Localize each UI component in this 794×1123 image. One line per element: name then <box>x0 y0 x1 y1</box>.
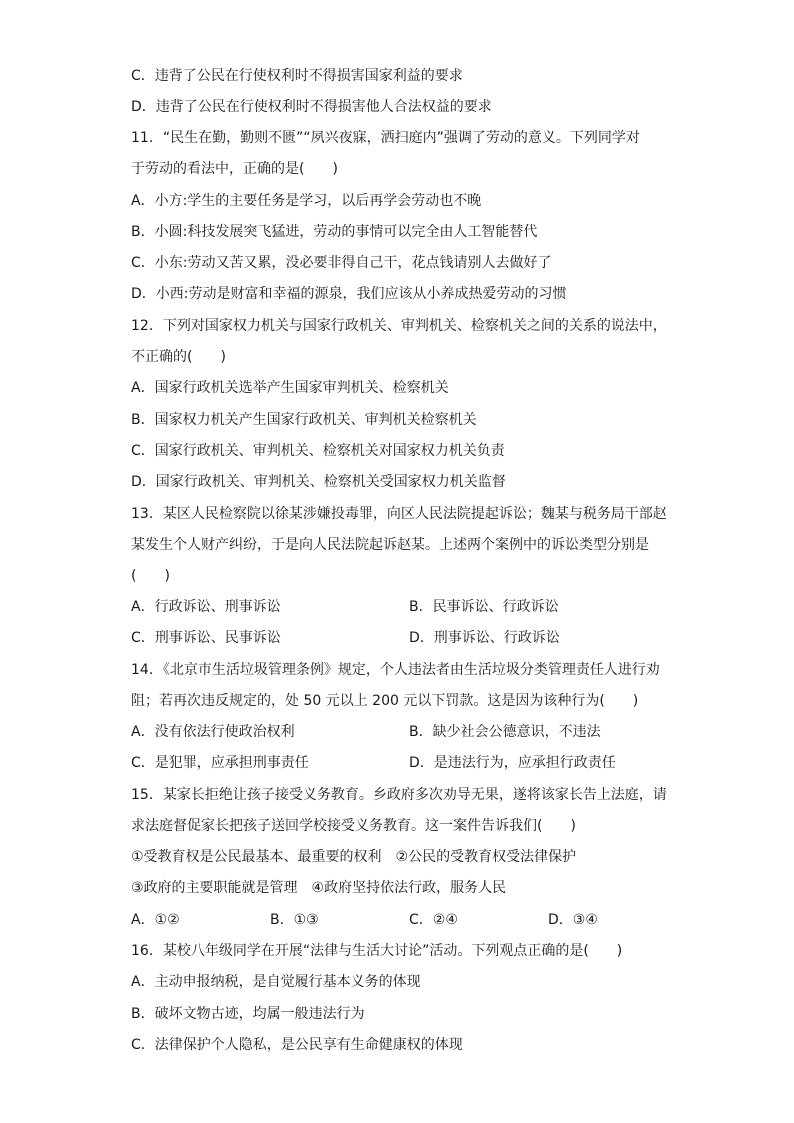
q14-options-row2 <box>131 753 671 773</box>
q12-stem-line2: 不正确的( ) <box>131 349 226 365</box>
q15-option-b: B．①③ <box>270 912 319 928</box>
q11-option-c: C．小东:劳动又苦又累，没必要非得自己干，花点钱请别人去做好了 <box>131 255 552 271</box>
q13-stem-line1: 13．某区人民检察院以徐某涉嫌投毒罪，向区人民法院提起诉讼；魏某与税务局干部赵 <box>131 506 667 522</box>
q14-options-row1 <box>131 722 671 742</box>
q11-option-a: A．小方:学生的主要任务是学习，以后再学会劳动也不晚 <box>131 193 482 209</box>
q16-option-b: B．破坏文物古迹，均属一般违法行为 <box>131 1006 365 1022</box>
q15-option-d: D．③④ <box>548 912 598 928</box>
q15-items-3-4: ③政府的主要职能就是管理 ④政府坚持依法行政，服务人民 <box>131 880 507 896</box>
q13-stem-line2: 某发生个人财产纠纷，于是向人民法院起诉赵某。上述两个案例中的诉讼类型分别是 <box>131 537 649 553</box>
q15-option-a: A．①② <box>131 912 180 928</box>
q13-option-a: A．行政诉讼、刑事诉讼 <box>131 599 281 615</box>
q11-option-d: D．小西:劳动是财富和幸福的源泉，我们应该从小养成热爱劳动的习惯 <box>131 286 567 302</box>
q13-option-d: D．刑事诉讼、行政诉讼 <box>409 630 560 646</box>
q14-stem-line2: 阻；若再次违反规定的，处 50 元以上 200 元以下罚款。这是因为该种行为( ) <box>131 693 639 709</box>
q13-option-c: C．刑事诉讼、民事诉讼 <box>131 630 281 646</box>
q12-option-b: B．国家权力机关产生国家行政机关、审判机关检察机关 <box>131 412 477 428</box>
q16-option-a: A．主动申报纳税，是自觉履行基本义务的体现 <box>131 974 421 990</box>
q15-options-row <box>131 910 671 930</box>
q11-stem-line1: 11．“民生在勤，勤则不匮”“夙兴夜寐，洒扫庭内”强调了劳动的意义。下列同学对 <box>131 130 640 146</box>
q11-option-b: B．小圆:科技发展突飞猛进，劳动的事情可以完全由人工智能替代 <box>131 224 538 240</box>
q14-option-d: D．是违法行为，应承担行政责任 <box>409 755 616 771</box>
q14-option-c: C．是犯罪，应承担刑事责任 <box>131 755 309 771</box>
q11-stem-line2: 于劳动的看法中，正确的是( ) <box>131 161 338 177</box>
q15-stem-line2: 求法庭督促家长把孩子送回学校接受义务教育。这一案件告诉我们( ) <box>131 818 576 834</box>
q15-option-c: C．②④ <box>409 912 458 928</box>
q12-stem-line1: 12．下列对国家权力机关与国家行政机关、审判机关、检察机关之间的关系的说法中， <box>131 318 667 334</box>
q14-option-a: A．没有依法行使政治权利 <box>131 724 295 740</box>
q14-option-b: B．缺少社会公德意识，不违法 <box>409 724 601 740</box>
q12-option-a: A．国家行政机关选举产生国家审判机关、检察机关 <box>131 380 449 396</box>
q16-option-c: C．法律保护个人隐私，是公民享有生命健康权的体现 <box>131 1037 463 1053</box>
q10-option-d: D．违背了公民在行使权利时不得损害他人合法权益的要求 <box>131 99 492 115</box>
q15-stem-line1: 15．某家长拒绝让孩子接受义务教育。乡政府多次劝导无果，遂将该家长告上法庭，请 <box>131 787 667 803</box>
q14-stem-line1: 14．《北京市生活垃圾管理条例》规定，个人违法者由生活垃圾分类管理责任人进行劝 <box>131 662 660 678</box>
q13-stem-line3: ( ) <box>131 568 170 584</box>
q16-stem-line1: 16．某校八年级同学在开展“法律与生活大讨论”活动。下列观点正确的是( ) <box>131 943 623 959</box>
q13-options-row2 <box>131 628 671 648</box>
q12-option-c: C．国家行政机关、审判机关、检察机关对国家权力机关负责 <box>131 443 505 459</box>
q12-option-d: D．国家行政机关、审判机关、检察机关受国家权力机关监督 <box>131 474 506 490</box>
q13-option-b: B．民事诉讼、行政诉讼 <box>409 599 559 615</box>
q15-items-1-2: ①受教育权是公民最基本、最重要的权利 ②公民的受教育权受法律保护 <box>131 849 577 865</box>
q10-option-c: C．违背了公民在行使权利时不得损害国家利益的要求 <box>131 68 463 84</box>
q13-options-row1 <box>131 597 671 617</box>
